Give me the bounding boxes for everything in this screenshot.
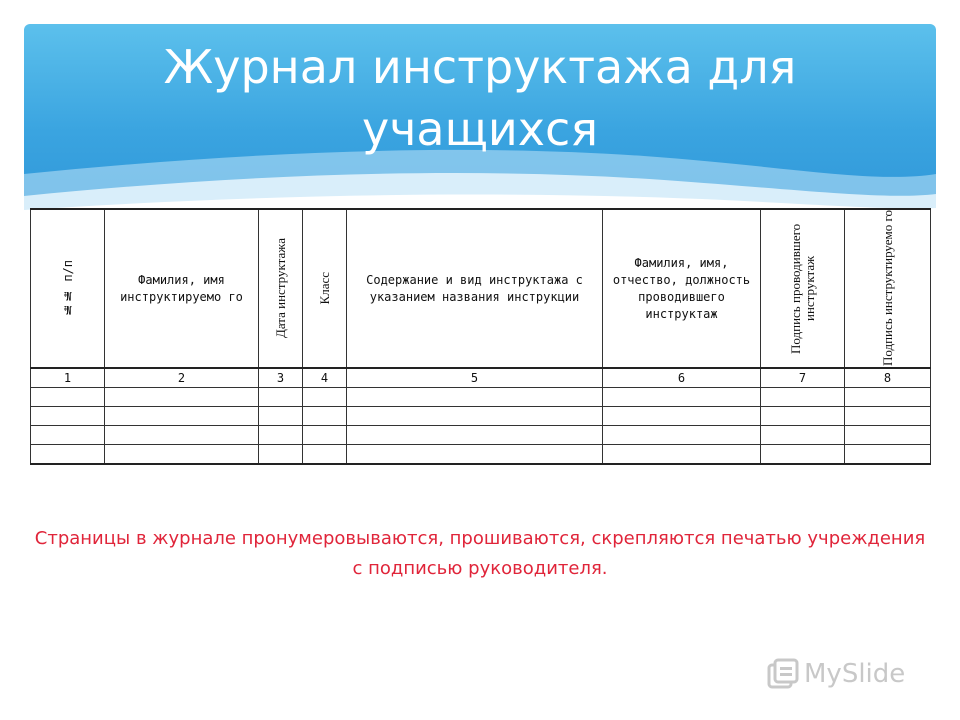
table-cell (845, 426, 931, 445)
logo-text: MySlide (804, 659, 906, 689)
table-cell (105, 445, 259, 465)
myslide-logo (766, 656, 905, 692)
table-cell (347, 426, 603, 445)
column-number: 1 (31, 368, 105, 388)
table-cell (31, 445, 105, 465)
column-number: 5 (347, 368, 603, 388)
header-label: Подпись проводившего инструктаж (787, 223, 817, 354)
table-cell (845, 445, 931, 465)
table-cell (105, 426, 259, 445)
header-instructor-signature (761, 209, 845, 368)
table-cell (259, 388, 303, 407)
column-number: 8 (845, 368, 931, 388)
header-label: Дата инструктажа (272, 238, 288, 339)
table-cell (259, 407, 303, 426)
column-number: 4 (303, 368, 347, 388)
header-number (31, 209, 105, 368)
table-cell (347, 388, 603, 407)
table-cell (603, 407, 761, 426)
table-header-row (31, 209, 931, 368)
header-label: Фамилия, имя инструктируемо го (120, 272, 243, 304)
table-cell (761, 426, 845, 445)
table-cell (761, 445, 845, 465)
table-cell (603, 388, 761, 407)
table-row (31, 445, 931, 465)
table-row (31, 388, 931, 407)
header-label: Фамилия, имя, отчество, должность проводившего инструктаж (612, 255, 751, 321)
column-number: 7 (761, 368, 845, 388)
table-cell (845, 407, 931, 426)
header-date (259, 209, 303, 368)
table-cell (303, 407, 347, 426)
header-content (347, 209, 603, 368)
header-label: Подпись инструктируемо го (879, 210, 895, 367)
header-label: Класс (316, 272, 332, 305)
header-class (303, 209, 347, 368)
column-number-row (31, 368, 931, 388)
column-number: 3 (259, 368, 303, 388)
document-stack-icon (766, 657, 800, 691)
table-cell (31, 388, 105, 407)
table-row (31, 407, 931, 426)
header-student-signature (845, 209, 931, 368)
table-cell (31, 407, 105, 426)
table-cell (105, 407, 259, 426)
journal-note: Страницы в журнале пронумеровываются, прошиваются, скрепляются печатью учреждения с подписью руководителя. (34, 528, 926, 579)
table-cell (259, 445, 303, 465)
table-cell (761, 407, 845, 426)
table-cell (347, 445, 603, 465)
table-cell (303, 445, 347, 465)
header-label: №№ п/п (60, 260, 75, 317)
header-label: Содержание и вид инструктажа с указанием названия инструкции (366, 272, 583, 304)
column-number: 6 (603, 368, 761, 388)
table-cell (105, 388, 259, 407)
table-cell (347, 407, 603, 426)
page-title: Журнал инструктажа для учащихся (163, 40, 797, 156)
column-number: 2 (105, 368, 259, 388)
table-cell (303, 388, 347, 407)
header-name (105, 209, 259, 368)
table-cell (603, 426, 761, 445)
table-cell (31, 426, 105, 445)
table-cell (303, 426, 347, 445)
instruction-log-table (30, 208, 931, 465)
table-cell (761, 388, 845, 407)
table-row (31, 426, 931, 445)
table-cell (845, 388, 931, 407)
table-cell (259, 426, 303, 445)
header-instructor (603, 209, 761, 368)
table-cell (603, 445, 761, 465)
